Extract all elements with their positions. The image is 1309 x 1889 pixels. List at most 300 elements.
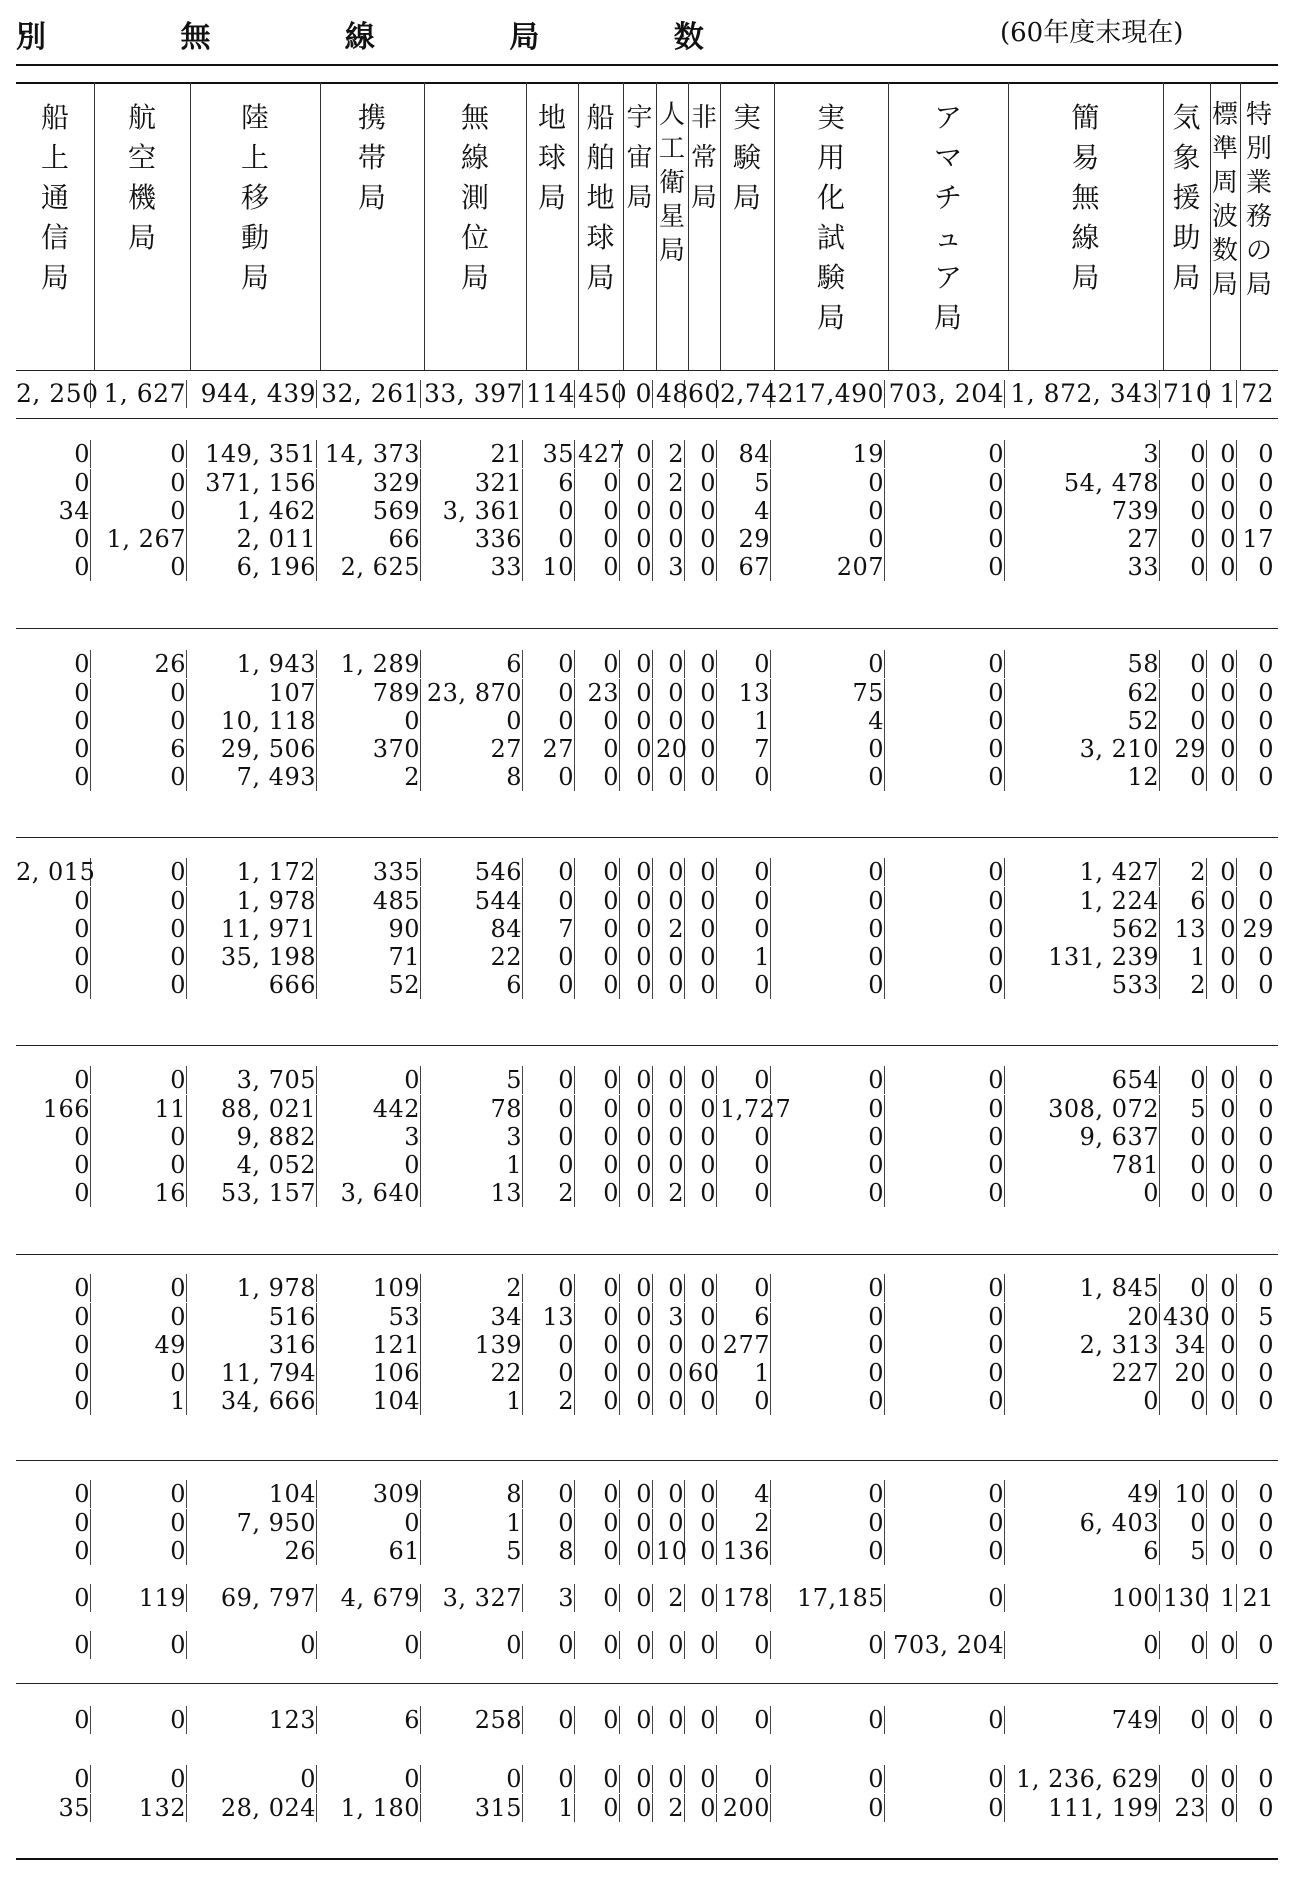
table-cell: 1, 872, 343 <box>1008 380 1160 408</box>
table-cell: 0 <box>1258 1765 1274 1793</box>
table-cell: 0 <box>774 1765 885 1793</box>
table-cell: 28, 024 <box>190 1794 317 1822</box>
table-cell: 35, 198 <box>190 943 317 971</box>
table-cell: 72 <box>1241 379 1274 408</box>
table-cell: 0 <box>720 887 771 915</box>
table-cell: 0 <box>656 1331 685 1359</box>
table-cell: 0 <box>656 1387 685 1415</box>
table-cell: 14, 373 <box>320 440 421 468</box>
table-cell: 485 <box>320 887 421 915</box>
table-cell: 0 <box>623 1584 653 1612</box>
table-cell: 0 <box>1163 469 1207 497</box>
table-cell: 0 <box>623 858 653 886</box>
table-cell: 1, 627 <box>94 380 187 408</box>
table-cell: 34 <box>16 497 91 525</box>
table-row <box>0 1274 1309 1302</box>
table-cell: 0 <box>578 707 620 735</box>
table-cell: 16 <box>94 1179 187 1207</box>
table-cell: 0 <box>1258 1331 1274 1359</box>
table-cell: 0 <box>1163 1151 1207 1179</box>
table-row <box>0 735 1309 763</box>
table-cell: 0 <box>688 1387 717 1415</box>
table-cell: 0 <box>526 1765 575 1793</box>
table-cell: 20 <box>1008 1303 1160 1331</box>
table-cell: 5 <box>1258 1303 1274 1331</box>
table-cell: 3, 361 <box>424 497 523 525</box>
table-cell: 569 <box>320 497 421 525</box>
table-cell: 119 <box>94 1584 187 1612</box>
table-cell: 0 <box>320 1151 421 1179</box>
table-cell: 0 <box>578 1359 620 1387</box>
table-cell: 0 <box>1163 1706 1207 1734</box>
table-cell: 0 <box>688 1095 717 1123</box>
table-cell: 0 <box>774 971 885 999</box>
table-cell: 0 <box>720 1274 771 1302</box>
table-cell: 0 <box>1210 1765 1237 1793</box>
table-cell: 0 <box>774 469 885 497</box>
table-cell: 0 <box>774 497 885 525</box>
table-cell: 710 <box>1163 379 1213 408</box>
table-cell: 0 <box>623 553 653 581</box>
table-cell: 9, 637 <box>1008 1123 1160 1151</box>
rule-line <box>16 1045 1278 1046</box>
table-cell: 0 <box>656 707 685 735</box>
table-cell: 0 <box>16 1151 91 1179</box>
table-cell: 0 <box>1258 1123 1274 1151</box>
table-cell: 0 <box>16 1274 91 1302</box>
table-cell: 227 <box>1008 1359 1160 1387</box>
table-cell: 0 <box>774 1151 885 1179</box>
table-cell: 0 <box>1210 553 1237 581</box>
table-cell: 4 <box>774 707 885 735</box>
table-cell: 0 <box>656 763 685 791</box>
table-cell: 0 <box>1008 1179 1160 1207</box>
table-cell: 0 <box>888 1123 1005 1151</box>
table-cell: 0 <box>1258 1066 1274 1094</box>
table-cell: 0 <box>888 1331 1005 1359</box>
table-cell: 22 <box>424 943 523 971</box>
table-cell: 0 <box>94 679 187 707</box>
table-cell: 3 <box>424 1123 523 1151</box>
table-cell: 0 <box>688 650 717 678</box>
table-row <box>0 887 1309 915</box>
table-cell: 0 <box>16 1480 91 1508</box>
table-cell: 4 <box>720 497 771 525</box>
table-cell: 0 <box>720 1765 771 1793</box>
table-cell: 0 <box>16 1179 91 1207</box>
table-cell: 0 <box>688 525 717 553</box>
rule-line <box>16 82 1278 84</box>
table-cell: 54, 478 <box>1008 469 1160 497</box>
table-cell: 0 <box>623 525 653 553</box>
table-cell: 0 <box>16 1303 91 1331</box>
table-cell: 0 <box>16 763 91 791</box>
table-cell: 0 <box>774 915 885 943</box>
table-cell: 0 <box>688 469 717 497</box>
table-cell: 4, 052 <box>190 1151 317 1179</box>
table-cell: 0 <box>688 915 717 943</box>
table-cell: 0 <box>688 1480 717 1508</box>
table-cell: 35 <box>16 1794 91 1822</box>
table-cell: 0 <box>888 553 1005 581</box>
table-cell: 0 <box>16 1387 91 1415</box>
table-cell: 33 <box>424 553 523 581</box>
table-cell: 0 <box>94 1537 187 1565</box>
table-cell: 0 <box>94 1151 187 1179</box>
table-cell: 107 <box>190 679 317 707</box>
table-cell: 3 <box>656 553 685 581</box>
table-cell: 0 <box>623 1387 653 1415</box>
table-cell: 10, 118 <box>190 707 317 735</box>
table-cell: 13 <box>720 679 771 707</box>
table-cell: 23 <box>1163 1794 1207 1822</box>
table-cell: 0 <box>1258 553 1274 581</box>
table-cell: 166 <box>16 1095 91 1123</box>
column-header: 特 別 業 務 の 局 <box>1245 100 1272 300</box>
table-cell: 0 <box>1258 1794 1274 1822</box>
table-cell: 0 <box>623 1765 653 1793</box>
table-cell: 0 <box>623 1480 653 1508</box>
table-cell: 0 <box>526 1123 575 1151</box>
table-cell: 0 <box>688 943 717 971</box>
table-cell: 0 <box>1210 1151 1237 1179</box>
table-cell: 0 <box>94 1706 187 1734</box>
table-cell: 0 <box>578 1095 620 1123</box>
table-cell: 0 <box>190 1631 317 1659</box>
table-cell: 0 <box>424 707 523 735</box>
table-cell: 52 <box>1008 707 1160 735</box>
table-cell: 0 <box>656 1359 685 1387</box>
table-cell: 0 <box>1258 1631 1274 1659</box>
table-cell: 0 <box>16 1765 91 1793</box>
table-cell: 0 <box>720 1631 771 1659</box>
table-cell: 0 <box>1163 553 1207 581</box>
table-cell: 0 <box>578 1179 620 1207</box>
table-cell: 0 <box>424 1765 523 1793</box>
table-cell: 0 <box>774 1303 885 1331</box>
table-cell: 34, 666 <box>190 1387 317 1415</box>
table-cell: 7, 950 <box>190 1509 317 1537</box>
table-cell: 26 <box>94 650 187 678</box>
table-cell: 0 <box>1258 679 1274 707</box>
table-cell: 1 <box>1210 380 1237 408</box>
table-cell: 0 <box>774 1537 885 1565</box>
table-cell: 0 <box>1258 1151 1274 1179</box>
table-cell: 0 <box>1210 971 1237 999</box>
table-cell: 0 <box>1163 1274 1207 1302</box>
table-cell: 1,727 <box>720 1095 792 1123</box>
table-cell: 0 <box>1258 469 1274 497</box>
table-cell: 0 <box>1163 763 1207 791</box>
table-cell: 0 <box>888 1359 1005 1387</box>
table-cell: 5 <box>720 469 771 497</box>
table-cell: 277 <box>720 1331 771 1359</box>
table-cell: 32, 261 <box>321 379 420 408</box>
table-cell: 1 <box>424 1151 523 1179</box>
table-cell: 0 <box>1210 858 1237 886</box>
table-cell: 2 <box>526 1387 575 1415</box>
table-cell: 0 <box>688 1331 717 1359</box>
table-cell: 1 <box>1163 943 1207 971</box>
table-cell: 0 <box>1163 1066 1207 1094</box>
table-cell: 0 <box>1258 1706 1274 1734</box>
table-cell: 0 <box>1008 1631 1160 1659</box>
table-cell: 450 <box>578 379 628 408</box>
table-cell: 0 <box>320 1631 421 1659</box>
table-cell: 11, 794 <box>190 1359 317 1387</box>
table-cell: 430 <box>1163 1303 1211 1331</box>
table-cell: 0 <box>526 1631 575 1659</box>
table-row <box>0 1179 1309 1207</box>
table-cell: 1, 289 <box>320 650 421 678</box>
table-cell: 1, 267 <box>94 525 187 553</box>
table-cell: 0 <box>1210 1480 1237 1508</box>
rule-line <box>16 628 1278 629</box>
table-cell: 0 <box>578 915 620 943</box>
table-row <box>0 679 1309 707</box>
table-cell: 0 <box>16 1509 91 1537</box>
table-row <box>0 440 1309 468</box>
table-cell: 27 <box>1008 525 1160 553</box>
table-cell: 1 <box>94 1387 187 1415</box>
table-cell: 0 <box>1210 1509 1237 1537</box>
table-cell: 0 <box>1258 971 1274 999</box>
table-cell: 0 <box>623 1095 653 1123</box>
table-cell: 0 <box>1210 440 1237 468</box>
table-cell: 0 <box>1210 1274 1237 1302</box>
table-cell: 69, 797 <box>190 1584 317 1612</box>
table-cell: 0 <box>720 1706 771 1734</box>
table-cell: 0 <box>94 915 187 943</box>
table-cell: 35 <box>526 440 575 468</box>
table-cell: 1, 845 <box>1008 1274 1160 1302</box>
table-cell: 0 <box>1210 915 1237 943</box>
table-row <box>0 971 1309 999</box>
table-cell: 0 <box>656 1066 685 1094</box>
table-cell: 0 <box>623 1151 653 1179</box>
table-cell: 0 <box>1163 650 1207 678</box>
table-row <box>0 1303 1309 1331</box>
table-cell: 0 <box>1258 887 1274 915</box>
table-cell: 0 <box>94 1066 187 1094</box>
table-cell: 0 <box>688 971 717 999</box>
table-cell: 533 <box>1008 971 1160 999</box>
table-cell: 0 <box>656 1151 685 1179</box>
table-cell: 0 <box>656 650 685 678</box>
table-cell: 3 <box>320 1123 421 1151</box>
table-cell: 0 <box>774 1631 885 1659</box>
table-cell: 0 <box>94 707 187 735</box>
table-cell: 0 <box>774 887 885 915</box>
column-header: 航 空 機 局 <box>127 101 156 254</box>
table-cell: 0 <box>623 1706 653 1734</box>
table-cell: 0 <box>16 440 91 468</box>
table-cell: 0 <box>1258 497 1274 525</box>
table-cell: 66 <box>320 525 421 553</box>
rule-line <box>16 1683 1278 1684</box>
table-cell: 739 <box>1008 497 1160 525</box>
table-row <box>0 1359 1309 1387</box>
table-cell: 0 <box>720 971 771 999</box>
table-cell: 12 <box>1008 763 1160 791</box>
page-title: 別 無 線 局 数 <box>16 20 766 55</box>
table-cell: 0 <box>1210 650 1237 678</box>
table-cell: 58 <box>1008 650 1160 678</box>
table-cell: 13 <box>526 1303 575 1331</box>
table-cell: 0 <box>526 679 575 707</box>
table-cell: 1, 224 <box>1008 887 1160 915</box>
table-cell: 0 <box>1210 1537 1237 1565</box>
table-cell: 0 <box>888 1151 1005 1179</box>
table-row <box>0 553 1309 581</box>
table-cell: 27 <box>424 735 523 763</box>
table-cell: 104 <box>190 1480 317 1508</box>
table-cell: 0 <box>1210 763 1237 791</box>
table-cell: 0 <box>578 887 620 915</box>
table-cell: 5 <box>1163 1095 1207 1123</box>
table-cell: 0 <box>688 858 717 886</box>
table-cell: 6 <box>1008 1537 1160 1565</box>
table-cell: 0 <box>623 735 653 763</box>
table-cell: 0 <box>1210 1331 1237 1359</box>
rule-line <box>16 1254 1278 1255</box>
table-cell: 0 <box>1163 1631 1207 1659</box>
table-cell: 0 <box>578 525 620 553</box>
table-cell: 20 <box>1163 1359 1207 1387</box>
table-cell: 52 <box>320 971 421 999</box>
table-cell: 0 <box>888 469 1005 497</box>
table-cell: 0 <box>1210 469 1237 497</box>
table-cell: 0 <box>1258 1274 1274 1302</box>
table-cell: 0 <box>578 1274 620 1302</box>
table-row <box>0 1331 1309 1359</box>
table-cell: 0 <box>720 763 771 791</box>
table-cell: 0 <box>888 1303 1005 1331</box>
table-cell: 0 <box>1258 1359 1274 1387</box>
table-cell: 2 <box>720 1509 771 1537</box>
table-cell: 0 <box>720 1066 771 1094</box>
table-cell: 2 <box>1163 858 1207 886</box>
table-cell: 0 <box>688 1765 717 1793</box>
table-cell: 0 <box>623 1179 653 1207</box>
table-cell: 2 <box>656 469 685 497</box>
table-cell: 0 <box>1210 1387 1237 1415</box>
table-cell: 0 <box>578 1387 620 1415</box>
table-cell: 0 <box>526 1066 575 1094</box>
table-cell: 315 <box>424 1794 523 1822</box>
table-cell: 0 <box>656 1509 685 1537</box>
table-cell: 0 <box>16 915 91 943</box>
table-cell: 20 <box>656 735 688 763</box>
table-cell: 0 <box>1163 1179 1207 1207</box>
table-cell: 427 <box>578 440 626 468</box>
table-cell: 0 <box>578 497 620 525</box>
table-cell: 123 <box>190 1706 317 1734</box>
table-cell: 0 <box>688 735 717 763</box>
table-cell: 17,185 <box>774 1584 885 1612</box>
table-cell: 1 <box>720 943 771 971</box>
table-cell: 33 <box>1008 553 1160 581</box>
table-cell: 0 <box>888 679 1005 707</box>
table-cell: 0 <box>656 1765 685 1793</box>
table-cell: 0 <box>16 1359 91 1387</box>
table-cell: 0 <box>94 971 187 999</box>
table-cell: 0 <box>1258 1095 1274 1123</box>
table-cell: 4, 679 <box>320 1584 421 1612</box>
table-cell: 2 <box>656 1179 685 1207</box>
table-cell: 0 <box>1210 1359 1237 1387</box>
table-cell: 0 <box>688 1179 717 1207</box>
table-cell: 7 <box>720 735 771 763</box>
table-cell: 0 <box>578 1151 620 1179</box>
table-cell: 0 <box>888 763 1005 791</box>
table-cell: 0 <box>578 553 620 581</box>
table-cell: 2 <box>656 1584 685 1612</box>
table-cell: 121 <box>320 1331 421 1359</box>
column-header: 陸 上 移 動 局 <box>240 101 269 294</box>
table-cell: 0 <box>888 858 1005 886</box>
table-cell: 21 <box>1242 1584 1274 1612</box>
table-cell: 111, 199 <box>1008 1794 1160 1822</box>
table-cell: 0 <box>16 469 91 497</box>
table-cell: 10 <box>1163 1480 1207 1508</box>
table-cell: 0 <box>94 497 187 525</box>
table-cell: 1 <box>720 1359 771 1387</box>
table-cell: 2, 011 <box>190 525 317 553</box>
table-row <box>0 943 1309 971</box>
table-cell: 84 <box>720 440 771 468</box>
table-row <box>0 1765 1309 1793</box>
table-cell: 0 <box>623 497 653 525</box>
table-cell: 0 <box>1210 525 1237 553</box>
table-cell: 6, 196 <box>190 553 317 581</box>
table-cell: 0 <box>320 707 421 735</box>
table-cell: 0 <box>1163 1123 1207 1151</box>
table-cell: 0 <box>720 858 771 886</box>
table-cell: 0 <box>526 1095 575 1123</box>
table-row <box>0 525 1309 553</box>
table-cell: 516 <box>190 1303 317 1331</box>
table-cell: 29 <box>720 525 771 553</box>
table-cell: 0 <box>94 553 187 581</box>
table-cell: 0 <box>888 650 1005 678</box>
table-cell: 0 <box>888 1066 1005 1094</box>
column-header: 実 験 局 <box>732 101 761 214</box>
table-cell: 0 <box>94 1303 187 1331</box>
table-cell: 0 <box>578 858 620 886</box>
rule-line <box>16 1460 1278 1461</box>
table-cell: 0 <box>578 1331 620 1359</box>
table-cell: 0 <box>526 943 575 971</box>
table-cell: 109 <box>320 1274 421 1302</box>
table-cell: 0 <box>623 679 653 707</box>
table-cell: 10 <box>526 553 575 581</box>
table-cell: 1 <box>424 1387 523 1415</box>
table-cell: 0 <box>774 1179 885 1207</box>
table-cell: 49 <box>94 1331 187 1359</box>
table-cell: 0 <box>720 650 771 678</box>
table-cell: 130 <box>1163 1584 1211 1612</box>
table-cell: 0 <box>888 1584 1005 1612</box>
table-cell: 0 <box>688 1151 717 1179</box>
table-cell: 0 <box>94 943 187 971</box>
table-cell: 0 <box>526 1509 575 1537</box>
table-cell: 6 <box>424 650 523 678</box>
table-cell: 0 <box>656 1631 685 1659</box>
table-cell: 0 <box>774 1794 885 1822</box>
table-cell: 2, 250 <box>16 379 99 408</box>
table-cell: 0 <box>526 1706 575 1734</box>
